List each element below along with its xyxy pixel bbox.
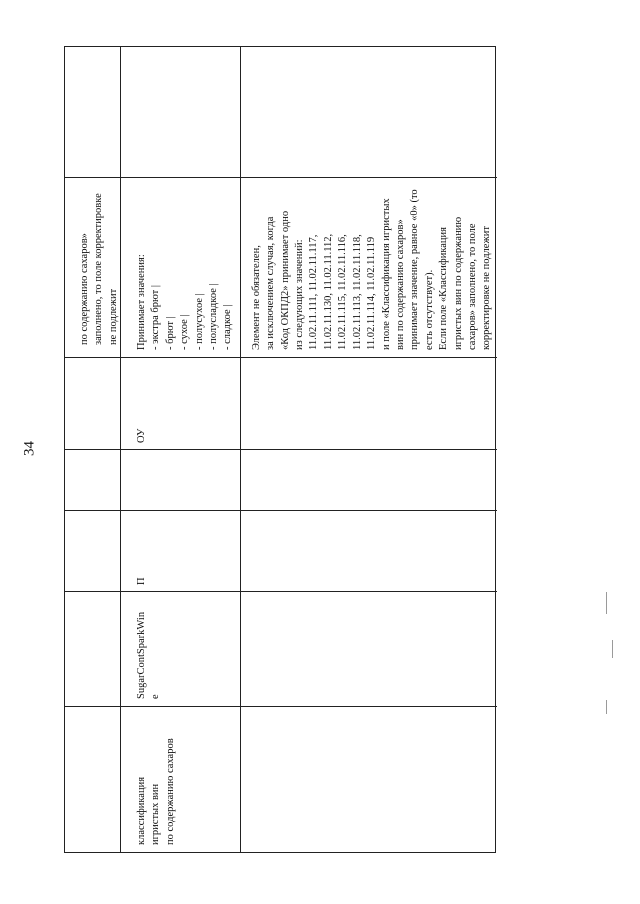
- column-separator: [65, 357, 497, 358]
- continuation-cell-text: по содержанию сахаров» заполнено, то поле корректировке не подлежит: [79, 193, 119, 345]
- page-number: 34: [21, 441, 38, 456]
- data-table: [64, 46, 496, 853]
- column-separator: [65, 510, 497, 511]
- tag-name-cell: SugarContSparkWin e: [136, 611, 162, 699]
- scan-artifact: [612, 640, 613, 658]
- element-type-cell: П: [136, 577, 147, 585]
- additional-info-cell: Принимает значения: - экстра брют | - брют | - сухое | - полусухое | - полусладкое | - сладкое | Элемент не обязателен, за исключением случая, когда «Код ОКПД2» принимает одно из следующих значений: 11.02.11.111, 11.02.11.117, 11.02.11.130, 11.02.11.112, 11.02.11.115, 11.02.11.116, 11.02.11.113, 11.02.11.118, 11.02.11.114, 11.02.11.119 и поле «Классификация игристых вин по содержанию сахаров» принимает значение, равное «0» (то есть отсутствует). Если поле «Классификация игристых вин по содержанию сахаров» заполнено, то поле корректировке не подлежит: [136, 189, 493, 350]
- scan-artifact: [606, 592, 607, 614]
- field-description-cell: классификация игристых вин по содержанию сахаров: [136, 738, 176, 845]
- column-separator: [65, 706, 497, 707]
- column-separator: [65, 177, 497, 178]
- scan-artifact: [606, 700, 607, 714]
- requirement-cell: ОУ: [136, 428, 147, 443]
- column-separator: [65, 449, 497, 450]
- column-separator: [65, 591, 497, 592]
